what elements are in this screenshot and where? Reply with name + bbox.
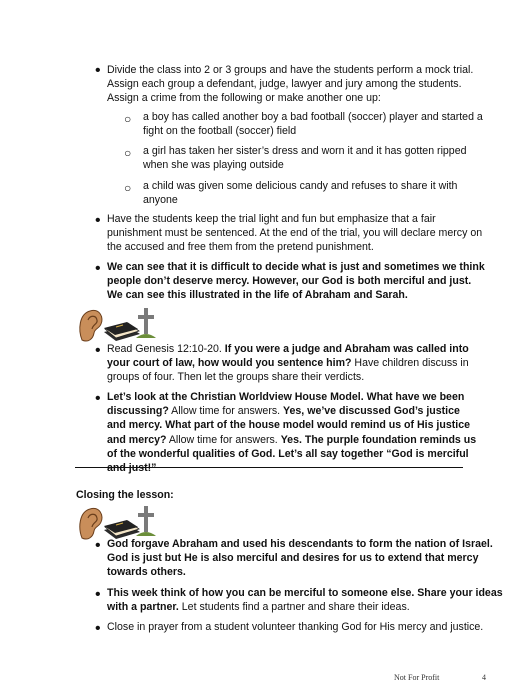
bullet-dot: • — [95, 586, 101, 603]
icon-group — [76, 306, 158, 344]
bullet-text: This week think of how you can be merciful to someone else. Share your ideas with a partner. Let students find a partner and share their ideas. — [107, 587, 503, 614]
bullet-dot: • — [95, 260, 101, 277]
sub-bullet-text: a child was given some delicious candy and refuses to share it with anyone — [143, 180, 458, 207]
bullet-dot: • — [95, 62, 101, 79]
bullet-text-bold: We can see that it is difficult to decide what is just and sometimes we think people don’t deserve mercy. However, our God is both merciful and just. We can see this illustrated in the life of Abraham and Sarah. — [107, 261, 485, 302]
page-number: 4 — [482, 673, 486, 682]
sub-bullet-circle: ○ — [124, 146, 132, 160]
sub-bullet-circle: ○ — [124, 181, 132, 195]
bullet-dot: • — [95, 342, 101, 359]
sub-bullet-text: a girl has taken her sister’s dress and worn it and it has gotten ripped when she was playing outside — [143, 145, 467, 172]
bullet-dot: • — [95, 212, 101, 229]
sub-bullet-text: a boy has called another boy a bad football (soccer) player and started a fight on the football (soccer) field — [143, 111, 483, 138]
bible-icon — [104, 322, 140, 341]
divider — [75, 467, 463, 468]
ear-icon — [80, 310, 102, 341]
bullet-dot: • — [95, 537, 101, 554]
bullet-text: Have the students keep the trial light and fun but emphasize that a fair punishment must be sentenced. At the end of the trial, you will declare mercy on the accused and free them from the pretend punishment. — [107, 213, 483, 254]
bullet-text: Close in prayer from a student volunteer thanking God for His mercy and justice. — [107, 621, 484, 633]
bullet-text: Let’s look at the Christian Worldview House Model. What have we been discussing? Allow time for answers. Yes, we’ve discussed God’s justice and mercy. What part of the house model would remind us of His justice and mercy? Allow time for answers. Yes. The purple foundation reminds us of the wonderful qualities of God. Let’s all say together “God is merciful and just!” — [107, 391, 477, 475]
bullet-text: Read Genesis 12:10-20. If you were a judge and Abraham was called into your court of law, how would you sentence him? Have children discuss in groups of four. Then let the groups share their verdicts. — [107, 343, 469, 384]
bullet-dot: • — [95, 390, 101, 407]
ear-icon — [80, 508, 102, 539]
section-heading: Closing the lesson: — [76, 489, 174, 501]
footer-note: Not For Profit — [394, 673, 440, 682]
bullet-text: Divide the class into 2 or 3 groups and have the students perform a mock trial. Assign each group a defendant, judge, lawyer and jury among the students. Assign a crime from the following or make another one up: — [107, 64, 474, 105]
bullet-dot: • — [95, 620, 101, 637]
bullet-text-bold: God forgave Abraham and used his descendants to form the nation of Israel. God is just but He is also merciful and desires for us to extend that mercy towards others. — [107, 538, 493, 579]
sub-bullet-circle: ○ — [124, 112, 132, 126]
